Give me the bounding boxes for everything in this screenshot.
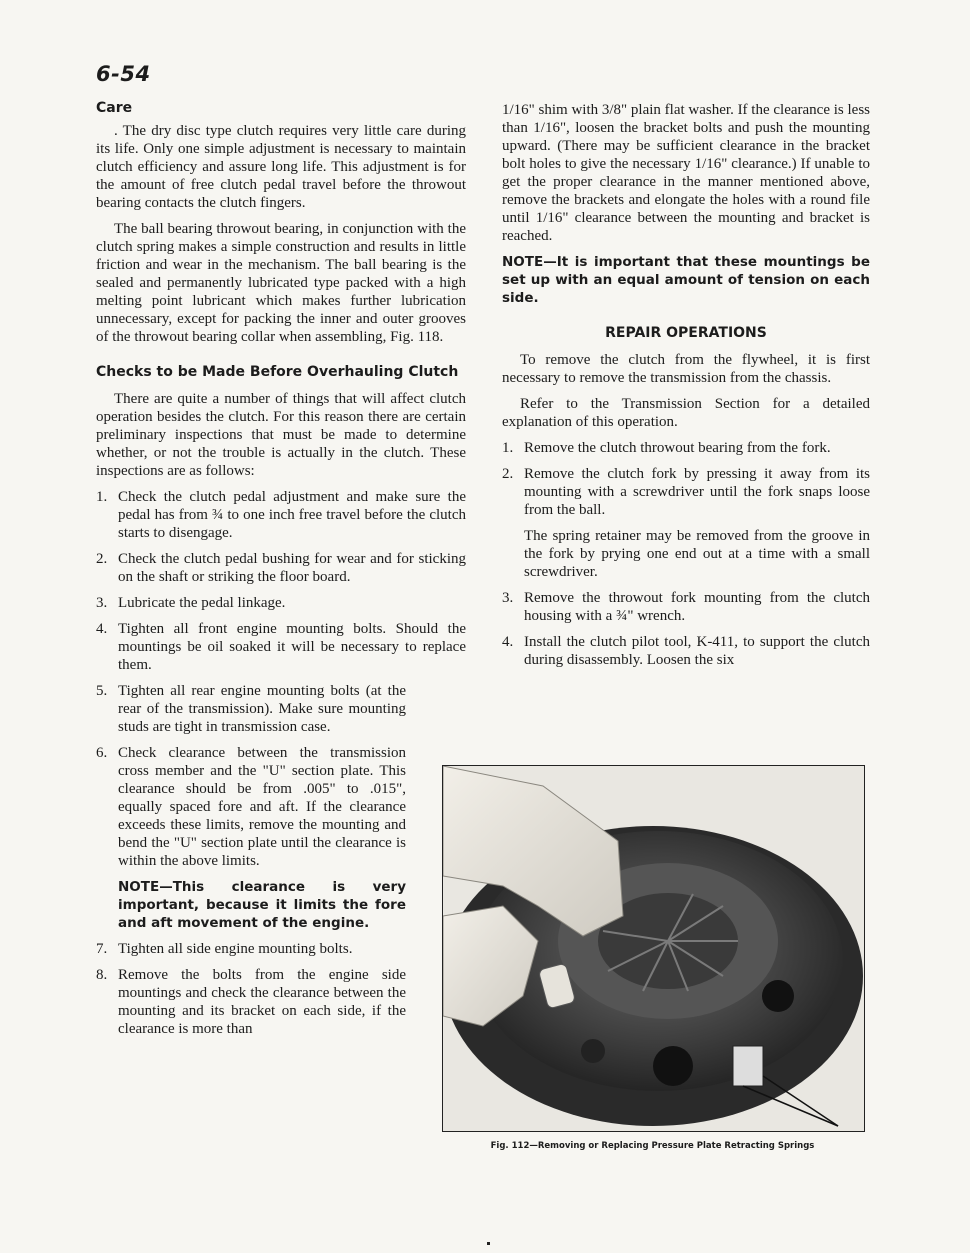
clutch-photo <box>442 765 865 1132</box>
repair-steps <box>502 439 870 669</box>
continued-paragraph: 1/16" shim with 3/8" plain flat washer. If the clearance is less than 1/16", loosen the bracket bolts and push the mounting upward. (There may be sufficient clearance in the bracket bolt holes to give the necessary 1/16" clearance.) If unable to get the proper clearance in the manner mentioned above, remove the brackets and elongate the holes with a round file until 1/16" clearance between the mounting and bracket is reached. <box>502 102 870 244</box>
clearance-note: NOTE—This clearance is very important, because it limits the fore and aft movement of the engine. <box>118 879 406 931</box>
mounting-note: NOTE—It is important that these mountings be set up with an equal amount of tension on each side. <box>502 254 870 306</box>
list-item: 5. Tighten all rear engine mounting bolts (at the rear of the transmission). Make sure mounting studs are tight in transmission case. <box>96 683 406 735</box>
right-column <box>502 101 870 677</box>
repair-heading: REPAIR OPERATIONS <box>605 325 767 341</box>
page-number: 6-54 <box>96 62 151 86</box>
left-column <box>96 100 466 1046</box>
list-item: 1. Remove the clutch throwout bearing from the fork. <box>502 440 831 456</box>
care-paragraph-1: . The dry disc type clutch requires very little care during its life. Only one simple adjustment is necessary to maintain clutch efficiency and assure long life. This adjustment is for the amount of free clutch pedal travel before the throwout bearing contacts the clutch fingers. <box>96 123 466 211</box>
list-item: 3. Lubricate the pedal linkage. <box>96 595 286 611</box>
pressure-plate-illustration <box>443 766 864 1131</box>
list-item: 2. Check the clutch pedal bushing for wear and for sticking on the shaft or striking the floor board. <box>96 551 466 585</box>
figure-caption: Fig. 112—Removing or Replacing Pressure Plate Retracting Springs <box>490 1141 815 1151</box>
checks-list-continued <box>96 940 466 1038</box>
checks-heading: Checks to be Made Before Overhauling Clutch <box>96 364 459 380</box>
list-item: 7. Tighten all side engine mounting bolts. <box>96 941 353 957</box>
repair-paragraph-2: Refer to the Transmission Section for a detailed explanation of this operation. <box>502 396 870 430</box>
list-item: 1. Check the clutch pedal adjustment and make sure the pedal has from ¾ to one inch free travel before the clutch starts to disengage. <box>96 489 466 541</box>
care-heading: Care <box>96 100 133 116</box>
checks-list <box>96 488 466 870</box>
list-item: 4. Tighten all front engine mounting bolts. Should the mountings be oil soaked it will be necessary to replace them. <box>96 621 466 673</box>
list-item: 2. Remove the clutch fork by pressing it away from its mounting with a screwdriver until the fork snaps loose from the ball. The spring retainer may be removed from the groove in the fork by prying one end out at a time with a small screwdriver. <box>502 466 870 580</box>
list-item: 4. Install the clutch pilot tool, K-411, to support the clutch during disassembly. Loosen the six <box>502 634 870 668</box>
list-item: 6. Check clearance between the transmission cross member and the "U" section plate. This clearance should be from .005" to .015", equally spaced fore and aft. If the clearance exceeds these limits, remove the mounting and bend the "U" section plate until the clearance is within the above limits. <box>96 745 406 869</box>
repair-paragraph-1: To remove the clutch from the flywheel, it is first necessary to remove the transmission from the chassis. <box>502 352 870 386</box>
care-paragraph-2: The ball bearing throwout bearing, in conjunction with the clutch spring makes a simple construction and results in little friction and wear in the mechanism. The ball bearing is the sealed and permanently lubricated type packed with a high melting point lubricant which makes further lubrication unnecessary, except for packing the inner and outer grooves of the throwout bearing collar when assembling, Fig. 118. <box>96 221 466 345</box>
page-mark <box>487 1242 490 1245</box>
checks-paragraph: There are quite a number of things that will affect clutch operation besides the clutch. For this reason there are certain preliminary inspections that must be made to determine whether, or not the trouble is actually in the clutch. These inspections are as follows: <box>96 391 466 479</box>
list-item: 8. Remove the bolts from the engine side mountings and check the clearance between the mounting and its bracket on each side, if the clearance is more than <box>96 967 406 1037</box>
list-item: 3. Remove the throwout fork mounting from the clutch housing with a ¾" wrench. <box>502 590 870 624</box>
step-2-subparagraph: The spring retainer may be removed from the groove in the fork by prying one end out at a time with a small screwdriver. <box>524 528 870 580</box>
